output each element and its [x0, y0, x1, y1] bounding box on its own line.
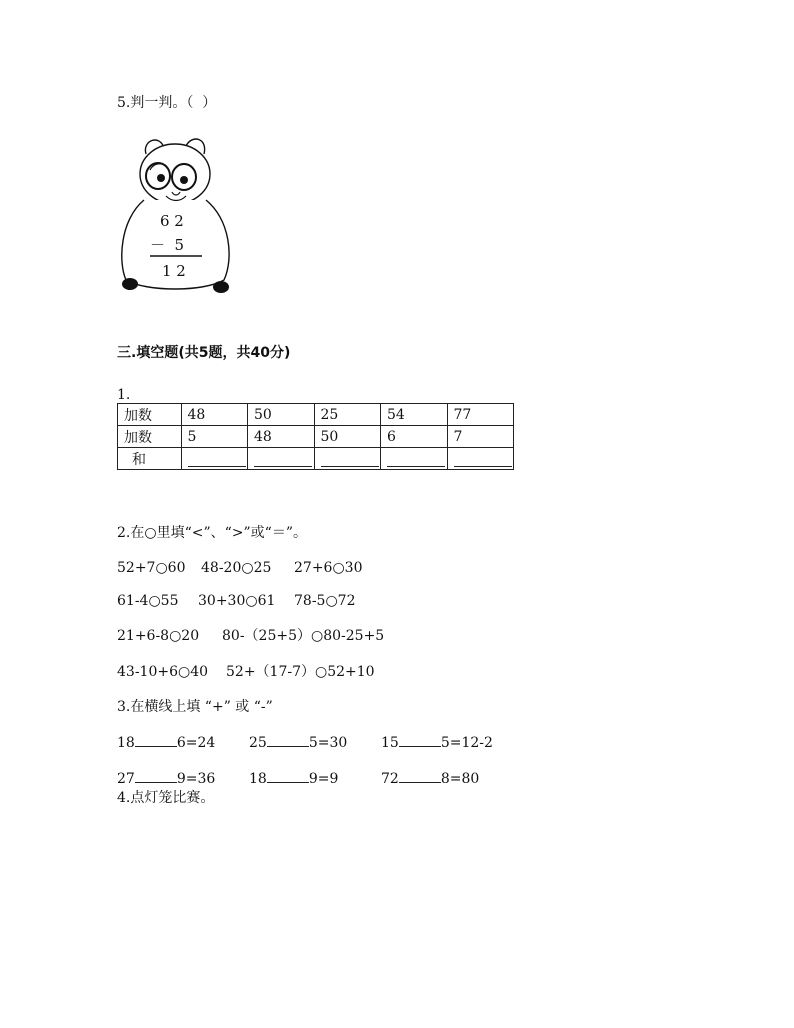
- answer-blank[interactable]: [135, 770, 177, 783]
- row-label: 和: [118, 448, 182, 470]
- answer-blank[interactable]: [267, 770, 309, 783]
- q4-title: 4.点灯笼比赛。: [117, 790, 215, 806]
- section-heading: 三.填空题(共5题，共40分): [117, 345, 291, 361]
- fill-item: 25 5=30: [249, 735, 348, 751]
- answer-blank[interactable]: [399, 734, 441, 747]
- fill-item: 15 5=12-2: [381, 735, 493, 751]
- compare-item: 30+30○61: [198, 593, 276, 609]
- answer-blank[interactable]: [314, 448, 381, 470]
- answer-blank[interactable]: [267, 734, 309, 747]
- answer-blank[interactable]: [135, 734, 177, 747]
- table-cell: 48: [248, 426, 315, 448]
- fill-item: 27 9=36: [117, 771, 216, 787]
- table-cell: 7: [447, 426, 514, 448]
- table-cell: 25: [314, 404, 381, 426]
- table-row: [118, 448, 514, 470]
- panda-subtrahend: － 5: [150, 236, 185, 254]
- compare-item: 21+6-8○20: [117, 628, 200, 644]
- compare-item: 61-4○55: [117, 593, 179, 609]
- q5-title: 5.判一判。（ ）: [117, 95, 217, 111]
- compare-item: 48-20○25: [201, 560, 272, 576]
- addition-table: [117, 403, 514, 470]
- fill-item: 72 8=80: [381, 771, 480, 787]
- compare-item: 78-5○72: [294, 593, 356, 609]
- table-cell: 50: [248, 404, 315, 426]
- table-cell: 48: [181, 404, 248, 426]
- q3-title: 3.在横线上填 “+” 或 “-”: [117, 699, 273, 715]
- q1-number: 1.: [117, 387, 131, 403]
- answer-blank[interactable]: [181, 448, 248, 470]
- compare-item: 52+7○60: [117, 560, 186, 576]
- panda-result: 1 2: [162, 262, 186, 280]
- table-row: [118, 426, 514, 448]
- answer-blank[interactable]: [399, 770, 441, 783]
- table-cell: 5: [181, 426, 248, 448]
- answer-blank[interactable]: [248, 448, 315, 470]
- answer-blank[interactable]: [381, 448, 448, 470]
- table-cell: 50: [314, 426, 381, 448]
- compare-item: 43-10+6○40: [117, 664, 209, 680]
- compare-item: 27+6○30: [294, 560, 363, 576]
- panda-minuend: 6 2: [160, 212, 184, 230]
- fill-item: 18 6=24: [117, 735, 216, 751]
- row-label: 加数: [118, 404, 182, 426]
- q2-title: 2.在○里填“<”、“>”或“＝”。: [117, 525, 307, 541]
- table-cell: 6: [381, 426, 448, 448]
- answer-blank[interactable]: [447, 448, 514, 470]
- table-cell: 54: [381, 404, 448, 426]
- row-label: 加数: [118, 426, 182, 448]
- table-cell: 77: [447, 404, 514, 426]
- table-row: [118, 404, 514, 426]
- compare-item: 52+（17-7）○52+10: [226, 664, 375, 680]
- fill-item: 18 9=9: [249, 771, 339, 787]
- compare-item: 80-（25+5）○80-25+5: [222, 628, 385, 644]
